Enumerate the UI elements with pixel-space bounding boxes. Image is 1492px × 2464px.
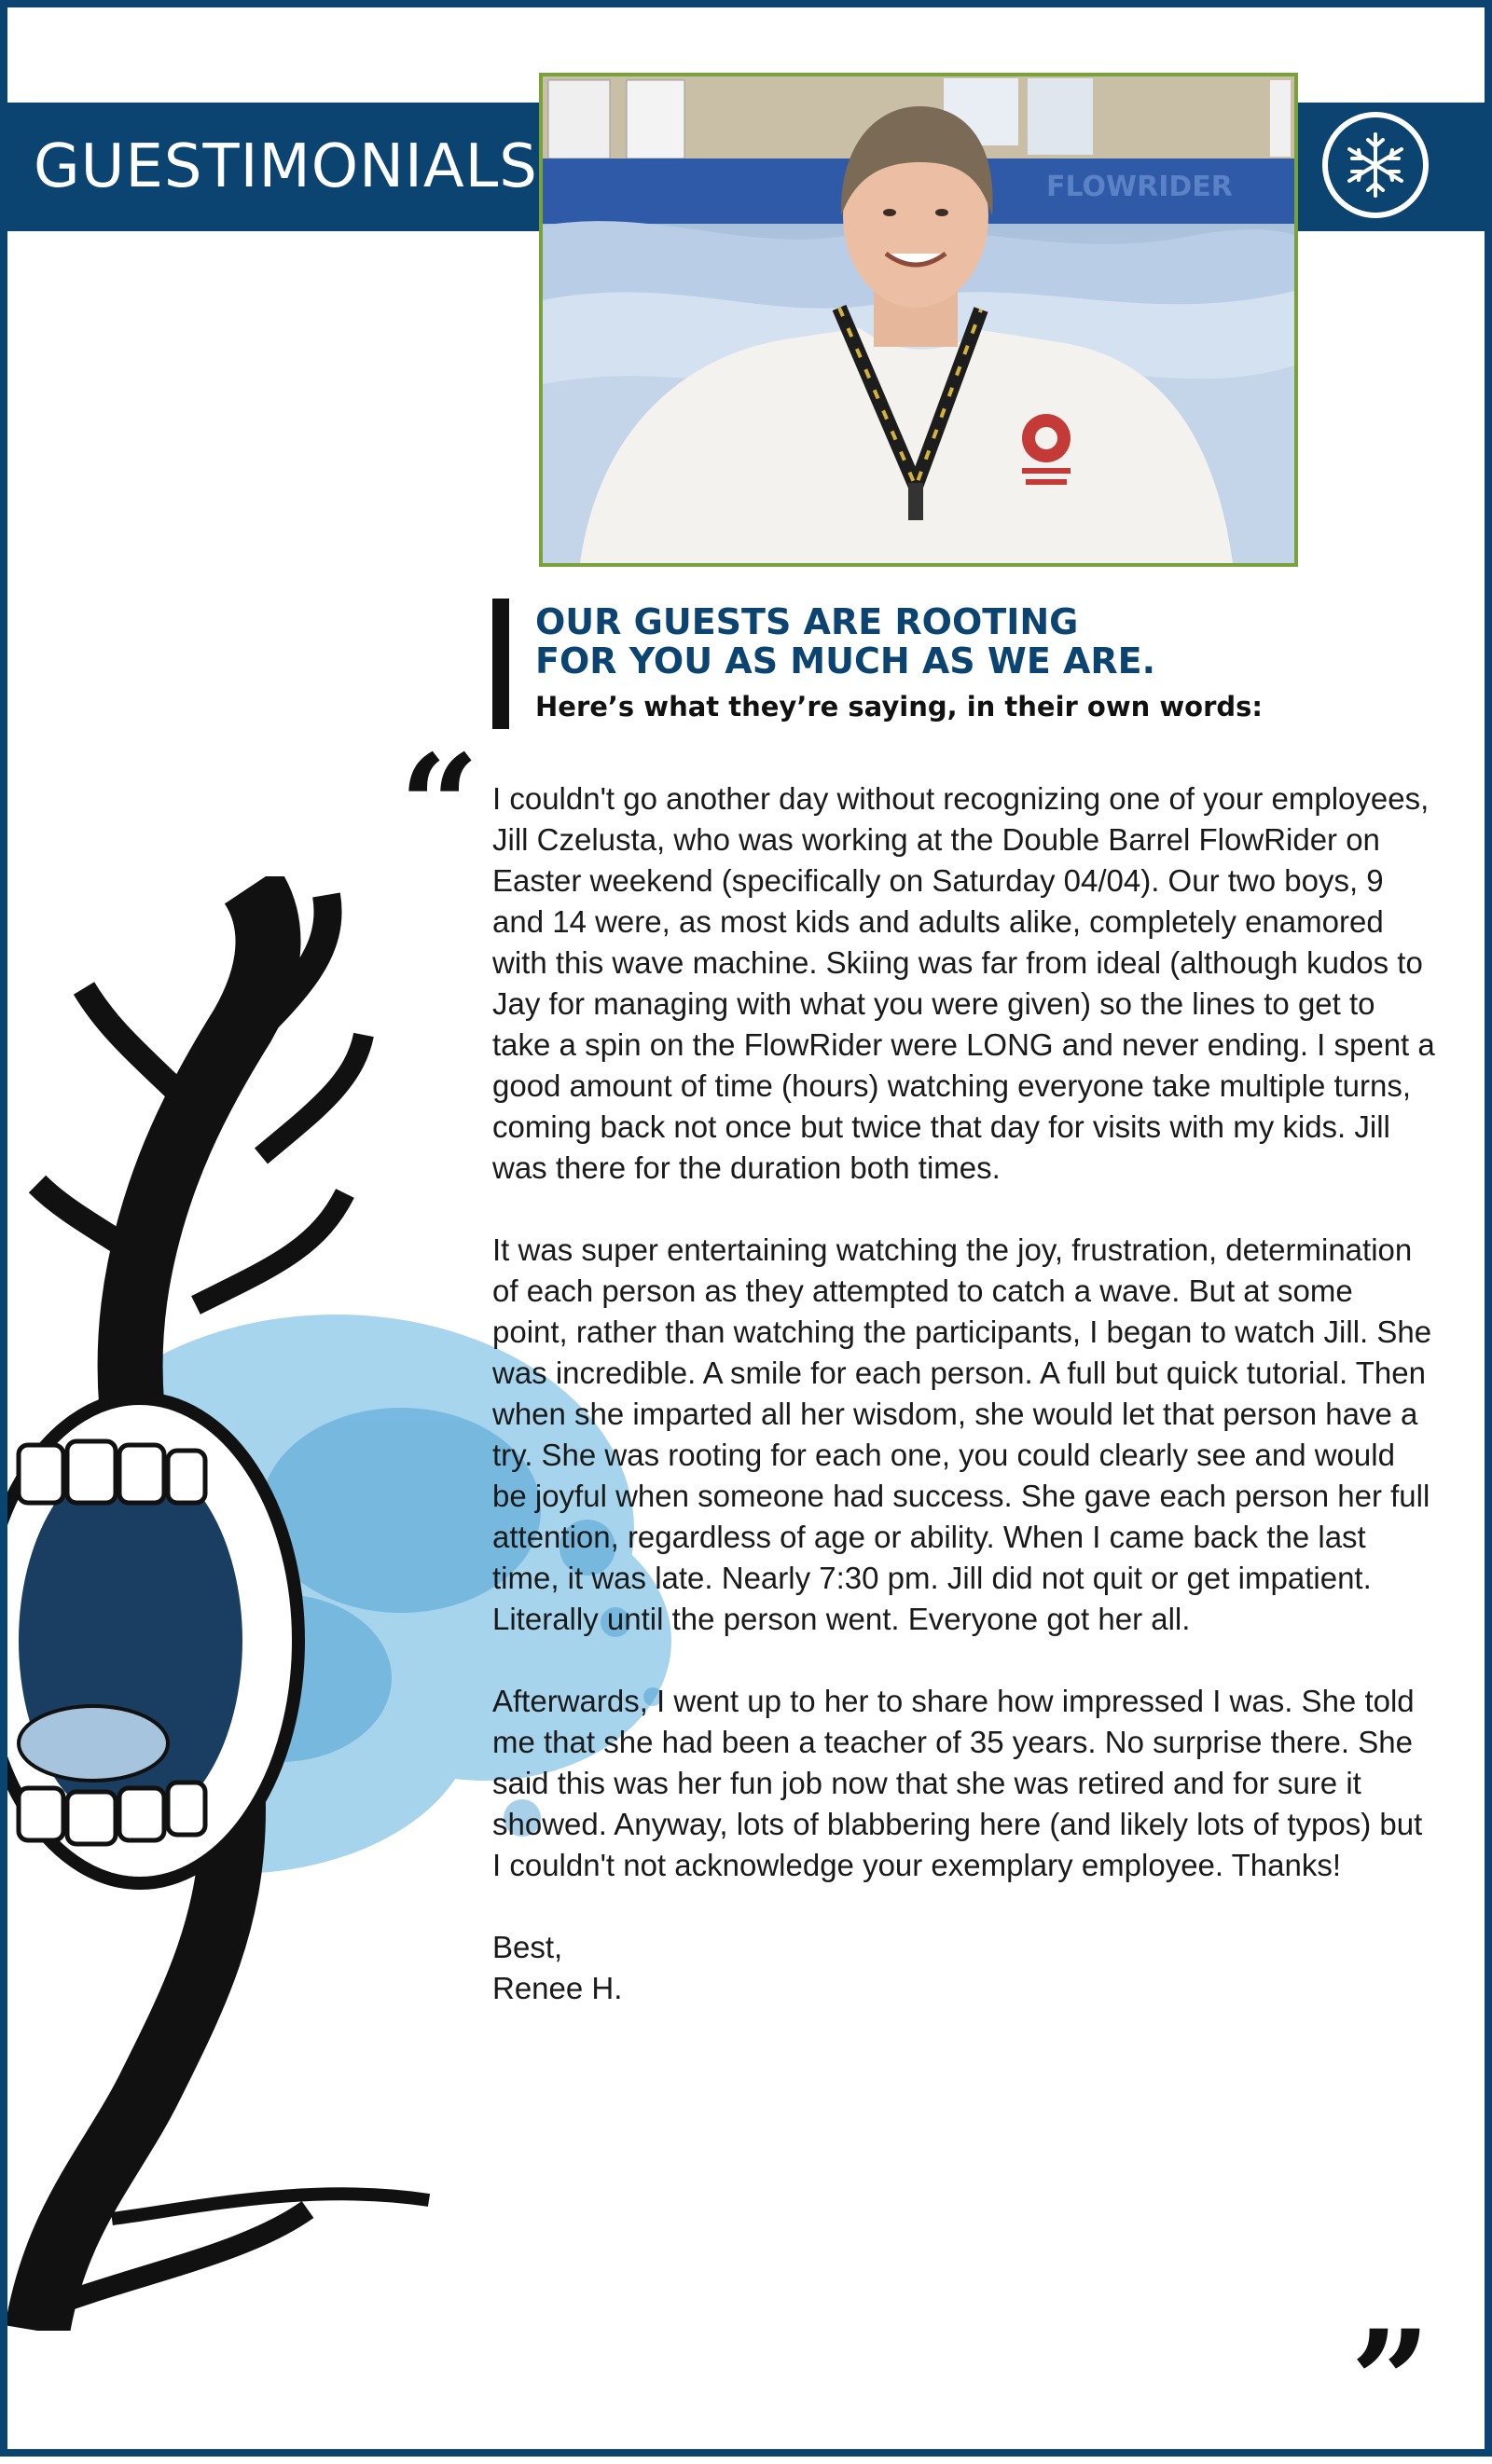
testimonial-paragraph-first: Jill Czelusta, who was working at the Double Barrel FlowRider on Easter weekend (specifically on Saturday 04/04). Our two boys, 9 and 14 were, as most kids and adults alike, completely enamored with this wave machine. Skiing was far from ideal (although kudos to Jay for managing with what you were given) so the lines to get to take a spin on the FlowRider were LONG and never ending. I spent a good amount of time (hours) watching everyone take multiple turns, coming back not once but twice that day for visits with my kids. Jill was there for the duration both times. bbox=[492, 822, 1435, 1185]
employee-photo bbox=[539, 73, 1298, 567]
section-heading-line1: OUR GUESTS ARE ROOTING bbox=[535, 601, 1079, 642]
section-heading bbox=[535, 602, 1375, 681]
page-title: GUESTIMONIALS bbox=[34, 132, 538, 201]
testimonial-paragraph-opening: I couldn't go another day without recognizing one of your employees, bbox=[492, 781, 1430, 816]
snowflake-logo-icon bbox=[1322, 112, 1429, 218]
close-quote-icon: ” bbox=[1350, 2300, 1431, 2464]
testimonial-paragraph-second: It was super entertaining watching the joy, frustration, determination of each person as they attempted to catch a wave. But at some point, rather than watching the participants, I began to watch Jill. She was incredible. A smile for each person. A full but quick tutorial. Then when she imparted all her wisdom, she would let that person have a try. She was rooting for each one, you could clearly see and would be joyful when someone had success. She gave each person her full attention, regardless of age or ability. When I came back the last time, it was late. Nearly 7:30 pm. Jill did not quit or get impatient. Literally until the person went. Everyone got her all. bbox=[492, 1232, 1432, 1636]
section-subheading: Here’s what they’re saying, in their own words: bbox=[535, 691, 1263, 723]
open-quote-icon: “ bbox=[399, 724, 480, 888]
photo-sign-text: FLOWRIDER bbox=[1046, 171, 1233, 203]
testimonial-paragraph bbox=[492, 778, 1436, 1189]
testimonial-paragraph-third: Afterwards, I went up to her to share how impressed I was. She told me that she had been a teacher of 35 years. No surprise there. She said this was her fun job now that she was retired and for sure it showed. Anyway, lots of blabbering here (and likely lots of typos) but I couldn't not acknowledge your exemplary employee. Thanks! bbox=[492, 1684, 1423, 1882]
testimonial-closing: Best, bbox=[492, 1930, 563, 1964]
section-heading-line2: FOR YOU AS MUCH AS WE ARE. bbox=[535, 640, 1156, 681]
testimonial-body bbox=[492, 778, 1436, 2009]
testimonial-signature: Renee H. bbox=[492, 1971, 623, 2005]
heading-accent-bar bbox=[492, 599, 509, 729]
